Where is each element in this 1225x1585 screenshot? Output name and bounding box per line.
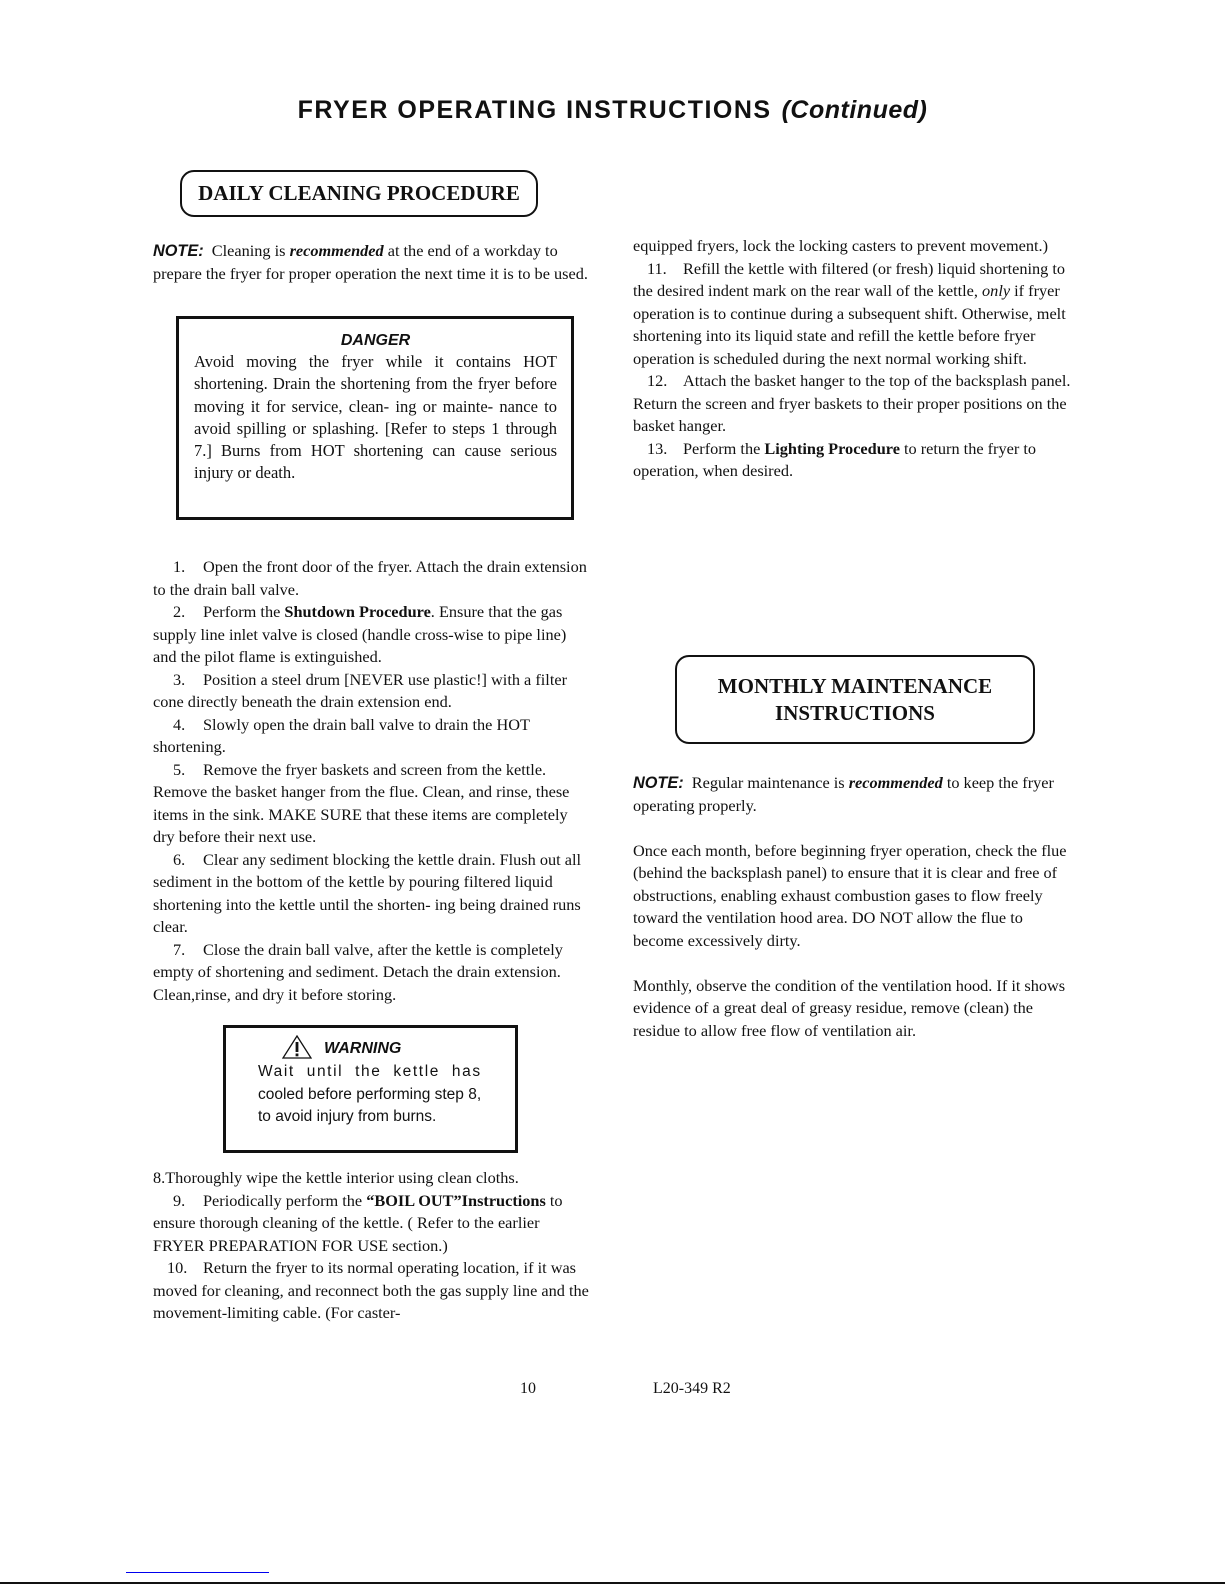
daily-steps-8-10 [153, 1167, 590, 1325]
daily-note [153, 240, 590, 285]
step-10-continuation: equipped fryers, lock the locking casters to prevent movement.) [633, 236, 1049, 255]
step-11 [633, 258, 1073, 371]
step-number: 7. [173, 939, 186, 959]
page-title [0, 96, 1225, 125]
monthly-heading-line-1: MONTHLY MAINTENANCE [717, 674, 993, 698]
step-number: 5. [173, 759, 186, 779]
step-text: Return the fryer to its normal operating location, if it was moved for cleaning, and reconnect both the gas supply line and the movement-limiting cable. (For caster- [153, 1258, 589, 1322]
step-number: 1. [173, 557, 186, 576]
step-2 [153, 601, 590, 669]
step-text: if fryer operation is to continue during a subsequent shift. Otherwise, melt shortening into its liquid state and refill the kettle before fryer operation is scheduled during the next normal working shift. [633, 281, 1066, 368]
step-1 [153, 556, 590, 601]
note-text-after: at the end of a workday to prepare the fryer for proper operation the next time it is to be used. [153, 241, 588, 283]
warning-line-1: Wait until the kettle has [258, 1063, 482, 1080]
step-4 [153, 714, 590, 759]
step-text: Periodically perform the [203, 1190, 363, 1210]
step-text: Perform the [203, 602, 281, 621]
monthly-body [633, 772, 1073, 1042]
note-text-after: to keep the fryer operating properly. [633, 773, 1054, 815]
step-text: Thoroughly wipe the kettle interior using clean cloths. [165, 1168, 519, 1187]
step-number: 4. [173, 714, 186, 734]
note-text-before: Regular maintenance is [691, 773, 845, 792]
warning-text [258, 1061, 493, 1129]
step-text: Perform the [683, 438, 761, 458]
step-7 [153, 939, 590, 1007]
step-number: 9. [173, 1190, 186, 1210]
step-number: 10. [167, 1258, 188, 1277]
daily-steps-11-13 [633, 235, 1073, 483]
step-number: 11. [647, 258, 667, 278]
warning-box [223, 1025, 518, 1153]
step-10 [153, 1257, 590, 1325]
step-text: Clear any sediment blocking the kettle drain. Flush out all sediment in the bottom of the kettle by pouring filtered liquid shortening into the kettle until the shorten- ing being drained runs clear. [153, 849, 582, 936]
daily-steps-1-7 [153, 556, 590, 1006]
note-label: NOTE: [633, 774, 684, 792]
link-underline [126, 1572, 269, 1573]
note-emphasis: recommended [289, 241, 384, 260]
step-text: Slowly open the drain ball valve to drain the HOT shortening. [153, 714, 530, 756]
page-title-main: FRYER OPERATING INSTRUCTIONS [297, 96, 772, 124]
step-text: Refill the kettle with filtered (or fresh) liquid shortening to the desired indent mark on the rear wall of the kettle, [633, 258, 1066, 300]
step-number: 3. [173, 669, 186, 689]
step-number: 8. [153, 1168, 166, 1187]
page-title-continued: (Continued) [781, 96, 928, 124]
step-number: 2. [173, 602, 186, 621]
danger-box [176, 316, 574, 520]
note-label: NOTE: [153, 242, 204, 260]
monthly-note [633, 772, 1073, 817]
step-text: Position a steel drum [NEVER use plastic!] with a filter cone directly beneath the drain extension end. [153, 669, 567, 711]
note-emphasis: recommended [848, 773, 943, 792]
monthly-paragraph-hood: Monthly, observe the condition of the ventilation hood. If it shows evidence of a great deal of greasy residue, remove (clean) the residue to allow free flow of ventilation air. [633, 975, 1066, 1040]
step-text: Close the drain ball valve, after the kettle is completely empty of shortening and sediment. Detach the drain extension. Clean,rinse, and dry it before storing. [153, 939, 563, 1004]
step-3 [153, 669, 590, 714]
step-text: Open the front door of the fryer. Attach the drain extension to the drain ball valve. [153, 557, 587, 599]
step-12 [633, 370, 1073, 438]
warning-triangle-icon [282, 1035, 312, 1064]
warning-title: WARNING [324, 1040, 402, 1057]
step-5 [153, 759, 590, 849]
page-number: 10 [520, 1380, 536, 1397]
step-text: to return the fryer to operation, when desired. [633, 438, 1036, 480]
step-emphasis: only [982, 281, 1011, 300]
step-text: to ensure thorough cleaning of the kettle. ( Refer to the earlier FRYER PREPARATION FOR USE section.) [153, 1190, 563, 1255]
boil-out-instructions-ref: “BOIL OUT”Instructions [366, 1190, 546, 1210]
warning-line-2: cooled before performing step 8, to avoid injury from burns. [258, 1085, 482, 1125]
monthly-heading-line-2: INSTRUCTIONS [775, 701, 935, 725]
monthly-maintenance-heading [675, 655, 1035, 744]
step-8 [153, 1167, 590, 1190]
step-number: 12. [647, 371, 668, 390]
step-text: . Ensure that the gas supply line inlet valve is closed (handle cross-wise to pipe line) and the pilot flame is extinguished. [153, 602, 567, 666]
document-id: L20-349 R2 [653, 1380, 731, 1397]
step-number: 13. [647, 438, 668, 458]
note-text-before: Cleaning is [211, 241, 286, 260]
shutdown-procedure-ref: Shutdown Procedure [284, 602, 431, 621]
bottom-rule [0, 1582, 1225, 1584]
step-13 [633, 438, 1073, 483]
step-6 [153, 849, 590, 939]
danger-title: DANGER [340, 332, 411, 349]
step-text: Remove the fryer baskets and screen from the kettle. Remove the basket hanger from the flue. Clean, and rinse, these items in the sink. MAKE SURE that these items are completely dry before their next use. [153, 759, 570, 846]
daily-cleaning-heading: DAILY CLEANING PROCEDURE [180, 170, 538, 217]
monthly-paragraph-flue: Once each month, before beginning fryer operation, check the flue (behind the backsplash panel) to ensure that it is clear and free of obstructions, enabling exhaust combustion gases to flow freely toward the ventilation hood area. DO NOT allow the flue to become excessively dirty. [633, 840, 1067, 950]
step-number: 6. [173, 849, 186, 869]
danger-text: Avoid moving the fryer while it contains HOT shortening. Drain the shortening from the fryer before moving it for service, clean- ing or mainte- nance to avoid spilling or splashing. [Refer to steps 1 through 7.] Burns from HOT shortening can cause serious injury or death. [194, 352, 557, 483]
step-text: Attach the basket hanger to the top of the backsplash panel. Return the screen and fryer baskets to their proper positions on the basket hanger. [633, 371, 1071, 435]
lighting-procedure-ref: Lighting Procedure [764, 438, 900, 458]
step-9 [153, 1190, 590, 1258]
